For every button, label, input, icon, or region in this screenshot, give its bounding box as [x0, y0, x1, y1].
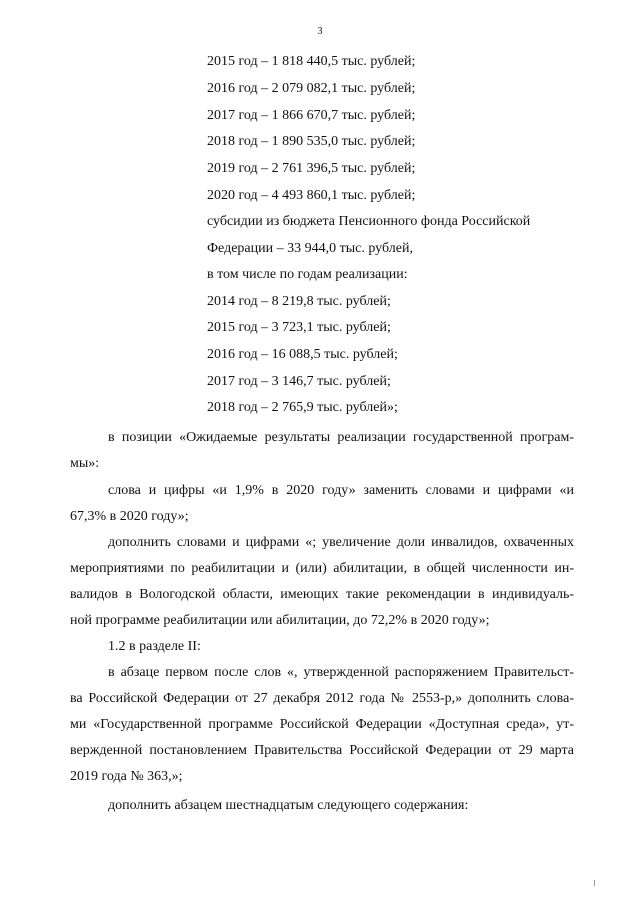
page-number: 3: [317, 26, 323, 37]
scan-mark: [594, 880, 595, 886]
paragraph-line: ной программе реабилитации или абилитации, до 72,2% в 2020 году»;: [70, 613, 490, 628]
paragraph-line: ва Российской Федерации от 27 декабря 2012 года № 2553-р,» дополнить слова-: [70, 691, 574, 706]
budget-line: 2016 год – 2 079 082,1 тыс. рублей;: [207, 81, 416, 96]
paragraph-line: в позиции «Ожидаемые результаты реализации государственной програм-: [108, 430, 574, 445]
paragraph-line: мероприятиями по реабилитации и (или) абилитации, в общей численности ин-: [70, 561, 574, 576]
paragraph: [70, 530, 574, 634]
paragraph-line: слова и цифры «и 1,9% в 2020 году» заменить словами и цифрами «и: [108, 483, 574, 498]
paragraph-line: дополнить абзацем шестнадцатым следующего содержания:: [108, 798, 469, 813]
paragraph-line: дополнить словами и цифрами «; увеличение доли инвалидов, охваченных: [108, 535, 574, 550]
paragraph-line: вержденной постановлением Правительства Российской Федерации от 29 марта: [70, 743, 574, 758]
budget-line: 2019 год – 2 761 396,5 тыс. рублей;: [207, 161, 416, 176]
paragraph-line: ми «Государственной программе Российской Федерации «Доступная среда», ут-: [70, 717, 574, 732]
paragraph-line: 1.2 в разделе II:: [108, 639, 201, 654]
budget-line: 2018 год – 2 765,9 тыс. рублей»;: [207, 400, 398, 415]
paragraph-line: валидов в Вологодской области, имеющих такие рекомендации в индивидуаль-: [70, 587, 574, 602]
budget-line: 2017 год – 1 866 670,7 тыс. рублей;: [207, 108, 416, 123]
budget-line: 2015 год – 3 723,1 тыс. рублей;: [207, 320, 391, 335]
budget-line: 2014 год – 8 219,8 тыс. рублей;: [207, 294, 391, 309]
paragraph-line: 67,3% в 2020 году»;: [70, 509, 189, 524]
budget-line: Федерации – 33 944,0 тыс. рублей,: [207, 241, 413, 256]
budget-line: 2015 год – 1 818 440,5 тыс. рублей;: [207, 54, 416, 69]
budget-line: 2016 год – 16 088,5 тыс. рублей;: [207, 347, 398, 362]
paragraph: [70, 793, 574, 819]
budget-line: 2020 год – 4 493 860,1 тыс. рублей;: [207, 188, 416, 203]
budget-line: 2017 год – 3 146,7 тыс. рублей;: [207, 374, 391, 389]
paragraph: [70, 660, 574, 790]
paragraph: [70, 478, 574, 530]
paragraph-line: 2019 года № 363,»;: [70, 769, 183, 784]
paragraph: [70, 425, 574, 477]
budget-line: в том числе по годам реализации:: [207, 267, 408, 282]
paragraph-line: в абзаце первом после слов «, утвержденной распоряжением Правительст-: [108, 665, 574, 680]
paragraph: [70, 634, 574, 660]
paragraph-line: мы»:: [70, 456, 100, 471]
budget-line: 2018 год – 1 890 535,0 тыс. рублей;: [207, 134, 416, 149]
budget-line: субсидии из бюджета Пенсионного фонда Российской: [207, 214, 531, 229]
